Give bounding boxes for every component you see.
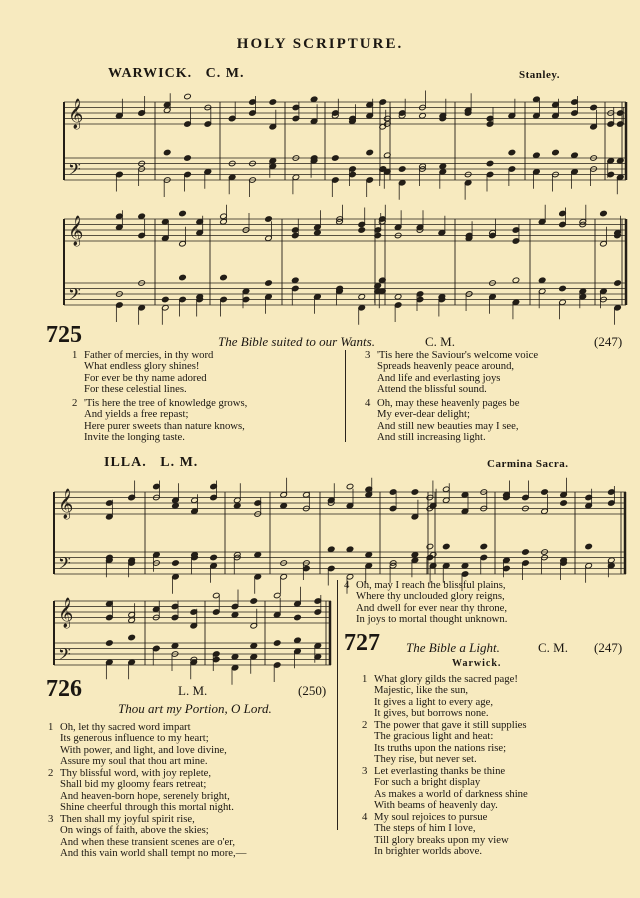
- note-head: [172, 560, 180, 567]
- stanza-text: Its generous influence to my heart;: [60, 732, 209, 745]
- bass-clef: 𝄢: [68, 158, 81, 183]
- note-head: [179, 210, 187, 217]
- stanza-text: And still new beauties may I see,: [377, 419, 519, 432]
- stanza-text: For ever be thy name adored: [84, 371, 207, 384]
- note-head: [228, 115, 236, 122]
- stanza-text: It gives a light to every age,: [374, 695, 494, 708]
- stanza-number: 2: [72, 397, 78, 409]
- stanza-line: [362, 846, 509, 857]
- note-head: [152, 645, 160, 652]
- stanza-number: 1: [48, 721, 54, 733]
- stanza-text: It gives, but borrows none.: [374, 706, 489, 719]
- stanza-725-2: [72, 398, 247, 443]
- stanza-text: Till glory breaks upon my view: [374, 833, 509, 846]
- stanza-number: 3: [362, 765, 368, 777]
- stanza-text: On wings of faith, above the skies;: [60, 824, 209, 837]
- stanza-text: The gracious light and heat:: [374, 730, 494, 743]
- stanza-text: Father of mercies, in thy word: [84, 349, 214, 361]
- note-head: [365, 551, 373, 558]
- column-divider: [345, 350, 346, 442]
- note-head: [533, 152, 541, 159]
- note-head: [614, 280, 622, 287]
- hymn-meter-725: C. M.: [425, 334, 455, 349]
- stanza-text: What endless glory shines!: [84, 360, 200, 373]
- note-head: [585, 543, 593, 550]
- note-head: [358, 293, 366, 300]
- note-head: [508, 149, 516, 156]
- stanza-number: 4: [365, 397, 371, 409]
- stanza-text: And still increasing light.: [377, 430, 486, 443]
- stanza-text: And dwell for ever near thy throne,: [356, 601, 508, 614]
- treble-clef: 𝄞: [58, 488, 74, 519]
- stanza-text: 'Tis here the Saviour's welcome voice: [377, 349, 539, 361]
- stanza-726-3: [48, 814, 246, 859]
- tune-ref-727: Warwick.: [452, 658, 502, 669]
- stanza-text: Assure my soul that thou art mine.: [60, 754, 208, 767]
- stanza-text: They rise, but never set.: [374, 752, 477, 765]
- stanza-text: And life and everlasting joys: [377, 371, 501, 384]
- note-head: [480, 543, 488, 550]
- stanza-text: Majestic, like the sun,: [374, 684, 469, 697]
- note-head: [294, 614, 302, 621]
- note-head: [486, 160, 494, 167]
- note-head: [310, 96, 318, 103]
- stanza-text: Then shall my joyful spirit rise,: [60, 813, 195, 825]
- note-head: [210, 554, 218, 561]
- stanza-text: Thy blissful word, with joy replete,: [60, 767, 212, 779]
- stanza-line: [365, 432, 519, 443]
- stanza-number: 4: [344, 579, 350, 591]
- note-head: [171, 642, 179, 649]
- stanza-727-3: [362, 766, 528, 811]
- note-head: [419, 112, 427, 119]
- note-head: [358, 227, 366, 234]
- stanza-text: For such a bright display: [374, 776, 481, 789]
- note-head: [512, 277, 520, 284]
- stanza-text: With beams of heavenly day.: [374, 798, 498, 811]
- treble-clef: 𝄞: [68, 98, 84, 129]
- stanza-726-1: [48, 722, 227, 767]
- stanza-text: And when these transient scenes are o'er,: [60, 835, 236, 848]
- stanza-line: [48, 756, 227, 767]
- stanza-text: As makes a world of darkness shine: [374, 787, 528, 800]
- note-head: [600, 210, 608, 217]
- stanza-text: In joys to mortal thought unknown.: [356, 612, 508, 625]
- stanza-line: [72, 384, 213, 395]
- note-head: [231, 611, 239, 618]
- hymn-meter-727: C. M.: [538, 640, 568, 655]
- note-head: [172, 502, 180, 509]
- note-head: [538, 277, 546, 284]
- note-head: [442, 543, 450, 550]
- hymn-title-726: Thou art my Portion, O Lord.: [118, 701, 272, 716]
- stanza-727-4: [362, 812, 509, 857]
- note-head: [273, 640, 281, 647]
- bass-clef: 𝄢: [58, 643, 71, 668]
- hymn-page-ref-726: (250): [298, 683, 327, 698]
- stanza-text: Shall bid my gloomy fears retreat;: [60, 778, 207, 791]
- note-head: [426, 543, 434, 550]
- note-head: [291, 277, 299, 284]
- hymn-page-ref-725: (247): [594, 334, 623, 349]
- stanza-726-4: [344, 580, 507, 625]
- stanza-line: [365, 384, 538, 395]
- note-head: [231, 653, 239, 660]
- stanza-text: And heaven-born hope, serenely bright,: [60, 789, 230, 802]
- note-head: [254, 551, 262, 558]
- stanza-line: [48, 802, 234, 813]
- stanza-text: With power, and light, and love divine,: [60, 743, 227, 756]
- note-head: [128, 634, 136, 641]
- hymn-number-726: 726: [46, 676, 82, 702]
- note-head: [366, 149, 374, 156]
- stanza-text: My ever-dear delight;: [377, 408, 470, 421]
- note-head: [116, 171, 124, 178]
- hymn-title-725: The Bible suited to our Wants.: [218, 334, 375, 349]
- note-head: [571, 152, 579, 159]
- note-head: [314, 229, 322, 236]
- stanza-text: For these celestial lines.: [84, 382, 187, 395]
- note-head: [616, 157, 624, 164]
- note-head: [184, 93, 192, 100]
- stanza-725-1: [72, 350, 213, 395]
- stanza-text: What glory gilds the sacred page!: [374, 673, 518, 685]
- hymn-number-727: 727: [344, 630, 380, 656]
- note-head: [559, 285, 567, 292]
- stanza-text: Spreads heavenly peace around,: [377, 360, 515, 373]
- note-head: [438, 229, 446, 236]
- note-head: [398, 166, 406, 173]
- stanza-line: [362, 708, 518, 719]
- stanza-text: The power that gave it still supplies: [374, 719, 527, 731]
- note-head: [162, 296, 170, 303]
- stanza-text: Shine cheerful through this mortal night.: [60, 800, 234, 813]
- note-head: [138, 110, 146, 117]
- note-head: [204, 168, 212, 175]
- stanza-text: Oh, may I reach the blissful plains,: [356, 579, 506, 591]
- note-head: [411, 551, 419, 558]
- stanza-727-1: [362, 674, 518, 719]
- note-head: [220, 274, 228, 281]
- note-head: [379, 99, 387, 106]
- stanza-text: Let everlasting thanks be thine: [374, 765, 506, 777]
- column-divider-lower: [337, 580, 338, 830]
- music-system-illa-1: [50, 478, 630, 578]
- note-head: [106, 640, 114, 647]
- stanza-number: 3: [365, 349, 371, 361]
- note-head: [265, 280, 273, 287]
- note-head: [327, 546, 335, 553]
- stanza-number: 3: [48, 813, 54, 825]
- stanza-text: In brighter worlds above.: [374, 844, 483, 857]
- bass-clef: 𝄢: [58, 552, 71, 577]
- stanza-text: Attend the blissful sound.: [377, 382, 487, 395]
- stanza-number: 2: [48, 767, 54, 779]
- note-head: [269, 99, 277, 106]
- stanza-text: Its truths upon the nations rise;: [374, 741, 507, 754]
- hymn-meter-726: L. M.: [178, 683, 208, 698]
- stanza-text: Oh, let thy sacred word impart: [60, 721, 191, 733]
- bass-clef: 𝄢: [68, 283, 81, 308]
- stanza-line: [48, 848, 246, 859]
- note-head: [522, 549, 530, 556]
- note-head: [394, 293, 402, 300]
- note-head: [250, 642, 258, 649]
- composer-warwick: Stanley.: [519, 69, 560, 81]
- note-head: [429, 551, 437, 558]
- tune-name-warwick: WARWICK. C. M.: [108, 66, 245, 81]
- stanza-text: My soul rejoices to pursue: [374, 811, 488, 823]
- note-head: [411, 489, 419, 496]
- note-head: [346, 546, 354, 553]
- stanza-line: [72, 432, 247, 443]
- note-head: [250, 598, 258, 605]
- stanza-number: 2: [362, 719, 368, 731]
- stanza-number: 1: [72, 349, 78, 361]
- hymn-number-725: 725: [46, 322, 82, 348]
- stanza-line: [362, 800, 528, 811]
- stanza-725-3: [365, 350, 538, 395]
- note-head: [163, 149, 171, 156]
- note-head: [128, 494, 136, 501]
- stanza-text: The steps of him I love,: [374, 822, 476, 835]
- note-head: [560, 500, 568, 507]
- stanza-text: Invite the longing taste.: [84, 430, 185, 443]
- stanza-line: [344, 614, 507, 625]
- page-header: HOLY SCRIPTURE.: [236, 36, 404, 52]
- music-system-warwick-1: [60, 90, 630, 190]
- note-head: [184, 155, 192, 162]
- treble-clef: 𝄞: [68, 215, 84, 246]
- stanza-text: And yields a free repast;: [84, 408, 189, 421]
- composer-illa: Carmina Sacra.: [487, 458, 569, 470]
- note-head: [552, 149, 560, 156]
- stanza-text: Here purer sweets than nature knows,: [84, 419, 245, 432]
- note-head: [461, 562, 469, 569]
- stanza-number: 4: [362, 811, 368, 823]
- note-head: [332, 155, 340, 162]
- note-head: [439, 163, 447, 170]
- stanza-725-4: [365, 398, 519, 443]
- hymn-page-ref-727: (247): [594, 640, 623, 655]
- stanza-727-2: [362, 720, 527, 765]
- hymn-title-727: The Bible a Light.: [406, 640, 500, 655]
- note-head: [508, 112, 516, 119]
- stanza-text: Where thy unclouded glory reigns,: [356, 590, 505, 603]
- music-system-warwick-2: [60, 205, 630, 315]
- music-system-illa-2: [50, 587, 335, 672]
- stanza-text: 'Tis here the tree of knowledge grows,: [84, 397, 248, 409]
- note-head: [233, 502, 241, 509]
- stanza-text: Oh, may these heavenly pages be: [377, 397, 520, 409]
- note-head: [314, 293, 322, 300]
- note-head: [179, 274, 187, 281]
- stanza-number: 1: [362, 673, 368, 685]
- tune-name-illa: ILLA. L. M.: [104, 455, 199, 470]
- treble-clef: 𝄞: [58, 597, 74, 628]
- note-head: [280, 502, 288, 509]
- note-head: [294, 637, 302, 644]
- stanza-text: And this vain world shall tempt no more,—: [60, 846, 247, 859]
- stanza-726-2: [48, 768, 234, 813]
- stanza-line: [362, 754, 527, 765]
